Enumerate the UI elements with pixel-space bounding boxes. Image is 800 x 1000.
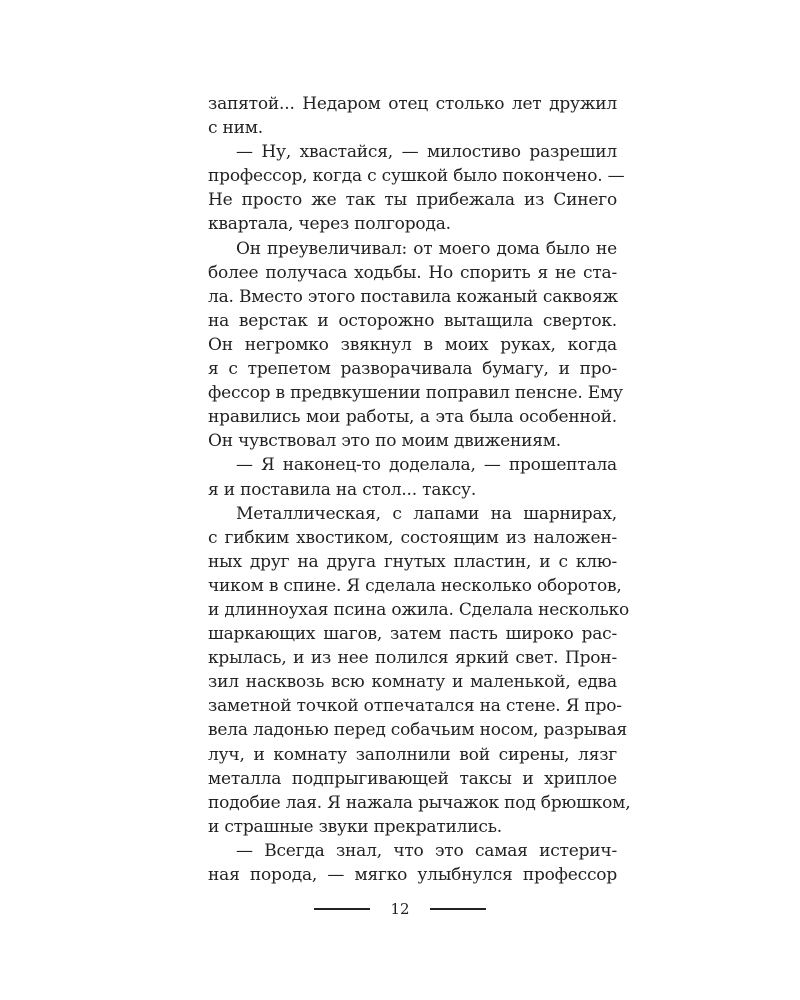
page-footer — [0, 899, 800, 919]
footer-rule-left — [314, 908, 370, 910]
text-line: крылась, и из нее полился яркий свет. Прон- — [208, 648, 617, 669]
text-line: вела ладонью перед собачьим носом, разрывая — [208, 720, 628, 741]
text-line: профессор, когда с сушкой было покончено. — — [208, 166, 625, 187]
text-line: чиком в спине. Я сделала несколько оборотов, — [208, 575, 622, 596]
text-line: Металлическая, с лапами на шарнирах, — [236, 503, 617, 524]
page-number: 12 — [390, 900, 410, 918]
text-line: — Я наконец-то доделала, — прошептала — [236, 455, 617, 476]
text-line: — Всегда знал, что это самая истерич- — [236, 840, 617, 861]
text-line: и длинноухая псина ожила. Сделала несколько — [208, 599, 629, 620]
body-text — [208, 92, 631, 887]
text-line: нравились мои работы, а эта была особенной. — [208, 407, 617, 428]
text-line: ла. Вместо этого поставила кожаный саквояж — [208, 286, 618, 307]
text-line: более получаса ходьбы. Но спорить я не ста- — [208, 262, 617, 283]
text-line: на верстак и осторожно вытащила сверток. — [208, 310, 617, 331]
text-line: заметной точкой отпечатался на стене. Я про- — [208, 696, 622, 717]
text-line: и страшные звуки прекратились. — [208, 816, 502, 837]
text-line: Он чувствовал это по моим движениям. — [208, 431, 561, 452]
text-line: фессор в предвкушении поправил пенсне. Ему — [208, 383, 623, 404]
text-line: ных друг на друга гнутых пластин, и с клю- — [208, 551, 617, 572]
text-line: Он негромко звякнул в моих руках, когда — [208, 334, 617, 355]
text-line: зил насквозь всю комнату и маленькой, едва — [208, 672, 617, 693]
text-line: я с трепетом разворачивала бумагу, и про- — [208, 359, 617, 380]
text-line: Он преувеличивал: от моего дома было не — [236, 238, 617, 259]
text-line: с ним. — [208, 118, 264, 139]
text-line: я и поставила на стол... таксу. — [208, 479, 477, 500]
text-line: шаркающих шагов, затем пасть широко рас- — [208, 624, 617, 645]
text-line: ная порода, — мягко улыбнулся профессор — [208, 865, 617, 885]
text-line: луч, и комнату заполнили вой сирены, лязг — [208, 744, 617, 765]
text-line: Не просто же так ты прибежала из Синего — [208, 190, 617, 211]
text-line: с гибким хвостиком, состоящим из наложен- — [208, 527, 617, 548]
text-line: — Ну, хвастайся, — милостиво разрешил — [236, 142, 617, 163]
footer-rule-right — [430, 908, 486, 910]
text-line: запятой... Недаром отец столько лет дружил — [208, 94, 617, 114]
text-line: квартала, через полгорода. — [208, 214, 451, 235]
text-line: подобие лая. Я нажала рычажок под брюшком, — [208, 792, 631, 813]
text-line: металла подпрыгивающей таксы и хриплое — [208, 768, 617, 789]
